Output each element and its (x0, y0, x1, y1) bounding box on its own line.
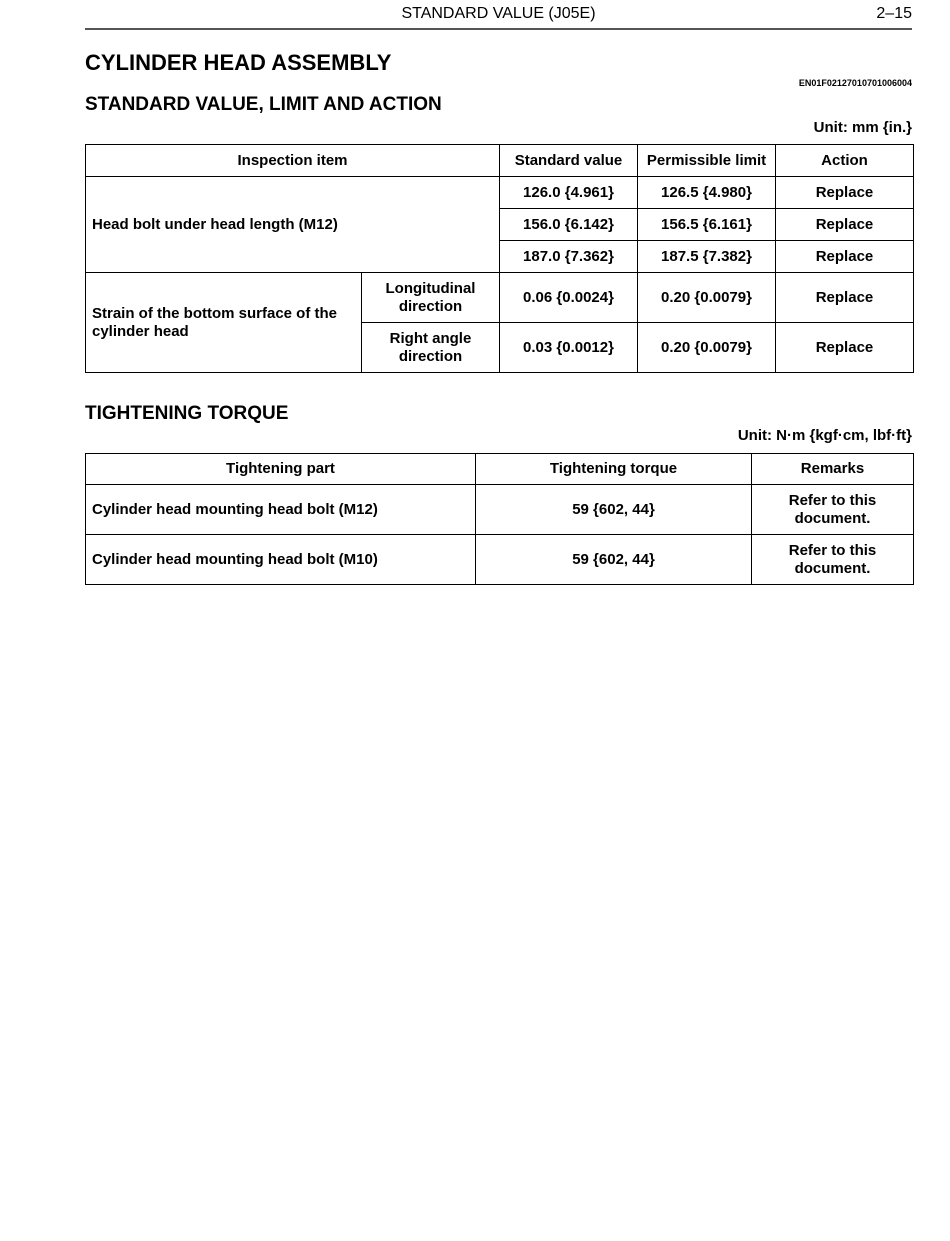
permissible-limit-cell: 187.5 {7.382} (638, 241, 776, 273)
direction-cell: Longitudinal direction (362, 273, 500, 323)
action-cell: Replace (776, 273, 914, 323)
tightening-part-cell: Cylinder head mounting head bolt (M12) (86, 485, 476, 535)
table-row (86, 273, 914, 323)
column-header-permissible-limit: Permissible limit (638, 145, 776, 177)
column-header-tightening-torque: Tightening torque (476, 454, 752, 485)
table-header-row (86, 454, 914, 485)
column-header-standard-value: Standard value (500, 145, 638, 177)
permissible-limit-cell: 0.20 {0.0079} (638, 273, 776, 323)
standard-value-cell: 0.03 {0.0012} (500, 323, 638, 373)
table-row (86, 535, 914, 585)
direction-cell: Right angle direction (362, 323, 500, 373)
document-code: EN01F02127010701006004 (798, 78, 912, 88)
standard-value-table (85, 144, 914, 373)
column-header-tightening-part: Tightening part (86, 454, 476, 485)
standard-value-title: STANDARD VALUE, LIMIT AND ACTION (85, 94, 442, 115)
inspection-item-head-bolt: Head bolt under head length (M12) (86, 177, 500, 273)
remarks-cell: Refer to this document. (752, 485, 914, 535)
action-cell: Replace (776, 177, 914, 209)
standard-value-cell: 0.06 {0.0024} (500, 273, 638, 323)
permissible-limit-cell: 0.20 {0.0079} (638, 323, 776, 373)
permissible-limit-cell: 156.5 {6.161} (638, 209, 776, 241)
tightening-torque-table (85, 453, 914, 585)
action-cell: Replace (776, 323, 914, 373)
inspection-item-strain: Strain of the bottom surface of the cylinder head (86, 273, 362, 373)
column-header-action: Action (776, 145, 914, 177)
action-cell: Replace (776, 209, 914, 241)
section-title: CYLINDER HEAD ASSEMBLY (85, 50, 392, 75)
tightening-torque-unit: Unit: N·m {kgf·cm, lbf·ft} (737, 427, 912, 444)
table-row (86, 485, 914, 535)
column-header-inspection-item: Inspection item (86, 145, 500, 177)
tightening-torque-cell: 59 {602, 44} (476, 485, 752, 535)
header-title: STANDARD VALUE (J05E) (401, 5, 596, 22)
standard-value-cell: 126.0 {4.961} (500, 177, 638, 209)
standard-value-cell: 187.0 {7.362} (500, 241, 638, 273)
tightening-torque-title: TIGHTENING TORQUE (85, 403, 289, 424)
page-header (85, 0, 912, 30)
remarks-cell: Refer to this document. (752, 535, 914, 585)
standard-value-unit: Unit: mm {in.} (813, 119, 912, 136)
table-header-row (86, 145, 914, 177)
column-header-remarks: Remarks (752, 454, 914, 485)
permissible-limit-cell: 126.5 {4.980} (638, 177, 776, 209)
page-number: 2–15 (876, 5, 912, 22)
tightening-torque-cell: 59 {602, 44} (476, 535, 752, 585)
action-cell: Replace (776, 241, 914, 273)
table-row (86, 177, 914, 209)
standard-value-cell: 156.0 {6.142} (500, 209, 638, 241)
tightening-part-cell: Cylinder head mounting head bolt (M10) (86, 535, 476, 585)
